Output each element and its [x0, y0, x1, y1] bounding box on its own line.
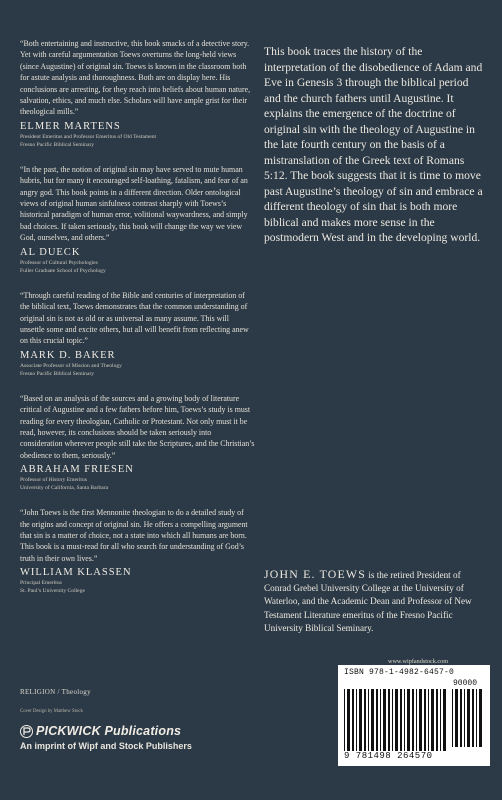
barcode-bar — [416, 689, 417, 751]
publisher-logo — [20, 724, 181, 738]
barcode-bar — [376, 689, 378, 751]
endorsement-2 — [20, 164, 255, 275]
endorser-name: MARK D. BAKER — [20, 349, 116, 361]
barcode-bar — [359, 689, 362, 751]
publisher-name: PICKWICK Publications — [36, 724, 182, 738]
barcode-bar — [388, 689, 390, 751]
endorser-name: ABRAHAM FRIESEN — [20, 464, 134, 476]
book-description: This book traces the history of the interpretation of the disobedience of Adam and Eve in Genesis 3 through the biblical period and the church fathers until Augustine. It explains the emergence of the doctrine of original sin with the theology of Augustine in the late fourth century on the basis of a mistranslation of the Greek text of Romans 5:12. The book suggests that it is time to move past Augustine’s theology of sin and embrace a different theology of sin that is both more biblical and makes more sense in the postmodern West and in the developing world. — [264, 45, 483, 244]
endorser-name: AL DUECK — [20, 246, 81, 258]
endorsement-quote: “Based on an analysis of the sources and a growing body of literature critical of Augustine and a few fathers before him, Toews’s study is must reading for every theologian, Catholic or Protestant. Not only must it be read, however, its conclusions should be taken seriously into consideration wherever people still take the Scriptures, and the Christian’s obedience to them, seriously.” — [20, 393, 255, 460]
endorsements-column — [20, 38, 255, 610]
barcode-bar — [479, 689, 482, 747]
author-bio — [264, 568, 489, 635]
barcode-bar — [364, 689, 366, 751]
barcode-bar — [412, 689, 414, 751]
endorsement-4 — [20, 393, 255, 492]
barcode-bar — [344, 689, 345, 751]
barcode-bar — [368, 689, 369, 751]
barcode-bar — [392, 689, 393, 751]
publisher-website: www.wipfandstock.com — [388, 658, 449, 665]
author-bio-text: is the retired President of Conrad Grebel University College at the University of Waterloo, and the Academic Dean and Professor of New Testament Literature emeritus of the Fresno Pacific University Biblical Seminary. — [264, 570, 472, 633]
barcode-bar — [452, 689, 453, 747]
endorsement-5 — [20, 507, 255, 595]
endorsement-quote: “John Toews is the first Mennonite theologian to do a detailed study of the origins and concept of original sin. He offers a compelling argument that sin is a matter of choice, not a state into which all humans are born. This book is a must-read for all who search for understanding of God’s truth in their own lives.” — [20, 508, 248, 563]
barcode-digits: 9 781498 264570 — [344, 751, 433, 761]
barcode-bar — [467, 689, 470, 747]
barcode-bar — [400, 689, 402, 751]
barcode-bar — [371, 689, 374, 751]
barcode-bar — [464, 689, 465, 747]
barcode-bar — [443, 689, 446, 751]
endorser-name: ELMER MARTENS — [20, 120, 121, 132]
author-name: JOHN E. TOEWS — [264, 567, 367, 581]
barcode-bar — [472, 689, 474, 747]
addon-bars — [452, 689, 484, 747]
barcode-bar — [356, 689, 357, 751]
price-code: 90000 — [453, 679, 478, 688]
endorsement-quote: “In the past, the notion of original sin may have served to mute human hubris, but for many it encouraged self-loathing, fatalism, and fear of an angry god. This book points in a different direction. Older ontological views of original human sinfulness contrast sharply with Toews’s historical paradigm of human error, volitional waywardness, and simply bad choices. If taken seriously, this book will change the way we view God, ourselves, and others.” — [20, 164, 248, 243]
subject-category: RELIGION / Theology — [20, 688, 91, 696]
barcode-bar — [395, 689, 398, 751]
endorsement-quote: “Both entertaining and instructive, this book smacks of a detective story. Yet with careful argumentation Toews overturns the long-held views (since Augustine) of original sin. Toews is known in the classroom both for astute analysis and thoroughness. Both are on display here. His conclusions are arresting, for they reach into beliefs about human nature, salvation, ethics, and much else. Scholars will have ample grist for their theological mills.” — [20, 39, 251, 117]
isbn-text: ISBN 978-1-4982-6457-0 — [344, 668, 455, 677]
barcode-bar — [431, 689, 434, 751]
barcode-bar — [347, 689, 350, 751]
endorser-role: Principal Emeritus St. Paul’s University College — [20, 580, 85, 595]
publisher-imprint: An imprint of Wipf and Stock Publishers — [20, 741, 192, 751]
barcode-bar — [383, 689, 386, 751]
barcode — [338, 665, 490, 766]
barcode-bar — [419, 689, 422, 751]
barcode-bar — [455, 689, 458, 747]
barcode-bar — [407, 689, 410, 751]
barcode-bar — [476, 689, 477, 747]
endorser-role: Associate Professor of Mission and Theology Fresno Pacific Biblical Seminary — [20, 362, 122, 377]
barcode-bar — [436, 689, 438, 751]
endorsement-1 — [20, 38, 255, 149]
barcode-bar — [460, 689, 462, 747]
barcode-bar — [352, 689, 354, 751]
endorsement-quote: “Through careful reading of the Bible and centuries of interpretation of the biblical text, Toews demonstrates that the common understanding of original sin is not as old or as universal as many assume. This will unsettle some and excite others, but all will benefit from reflecting anew on this crucial topic.” — [20, 290, 249, 346]
barcode-bar — [424, 689, 426, 751]
endorsement-3 — [20, 290, 255, 378]
barcode-bar — [428, 689, 429, 751]
endorser-role: Professor of Cultural Psychologies Fuller Graduate School of Psychology — [20, 259, 106, 274]
endorser-role: President Emeritus and Professor Emeritus of Old Testament Fresno Pacific Biblical Seminary — [20, 133, 157, 148]
cover-design-credit: Cover Design by Matthew Stock — [20, 709, 83, 714]
endorser-name: WILLIAM KLASSEN — [20, 567, 132, 579]
ean-bars — [344, 689, 448, 751]
pickwick-logo-icon — [20, 725, 33, 738]
barcode-bar — [440, 689, 441, 751]
endorser-role: Professor of History Emeritus University of California, Santa Barbara — [20, 477, 109, 492]
barcode-bar — [404, 689, 405, 751]
barcode-bar — [380, 689, 381, 751]
